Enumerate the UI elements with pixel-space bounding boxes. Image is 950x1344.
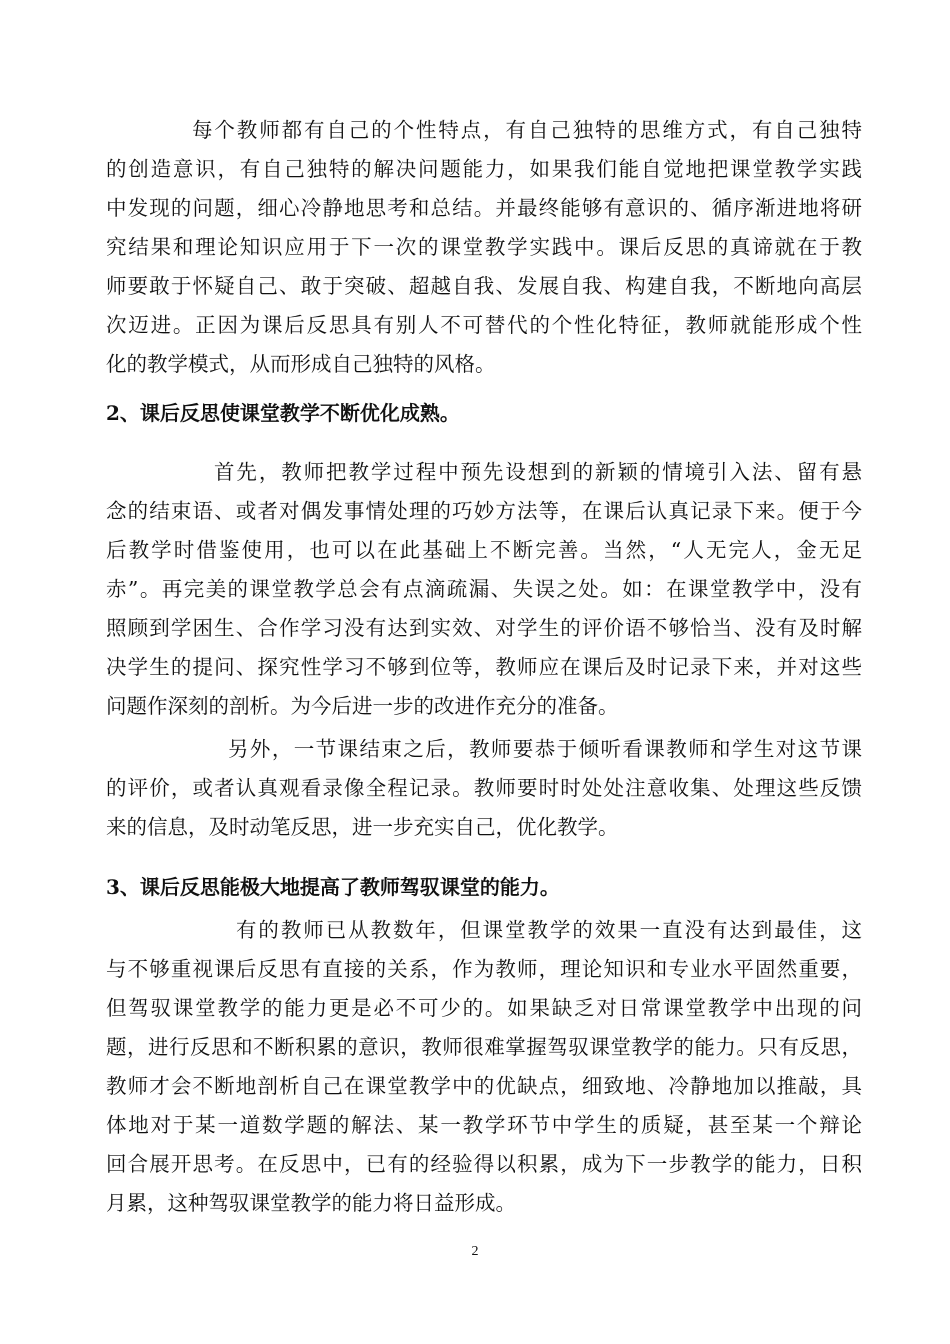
paragraph-line: 题，进行反思和不断积累的意识，教师很难掌握驾驭课堂教学的能力。只有反思， <box>106 1035 862 1059</box>
paragraph-line: 念的结束语、或者对偶发事情处理的巧妙方法等，在课后认真记录下来。便于今 <box>106 499 862 523</box>
paragraph-line: 首先，教师把教学过程中预先设想到的新颖的情境引入法、留有悬 <box>214 460 862 484</box>
paragraph-line: 体地对于某一道数学题的解法、某一教学环节中学生的质疑，甚至某一个辩论 <box>106 1113 862 1137</box>
paragraph-line: 另外，一节课结束之后，教师要恭于倾听看课教师和学生对这节课 <box>228 737 862 761</box>
paragraph-line: 有的教师已从教数年，但课堂教学的效果一直没有达到最佳，这 <box>236 918 862 942</box>
paragraph-line: 次迈进。正因为课后反思具有别人不可替代的个性化特征，教师就能形成个性 <box>106 313 862 337</box>
paragraph-line: 赤”。再完美的课堂教学总会有点滴疏漏、失误之处。如：在课堂教学中，没有 <box>106 577 862 601</box>
paragraph-line: 后教学时借鉴使用，也可以在此基础上不断完善。当然，“人无完人，金无足 <box>106 538 862 562</box>
paragraph-first <box>106 453 862 726</box>
paragraph-line: 究结果和理论知识应用于下一次的课堂教学实践中。课后反思的真谛就在于教 <box>106 235 862 259</box>
section-heading-2: 2、课后反思使课堂教学不断优化成熟。 <box>106 401 460 425</box>
paragraph-line: 但驾驭课堂教学的能力更是必不可少的。如果缺乏对日常课堂教学中出现的问 <box>106 996 862 1020</box>
page-number: 2 <box>471 1244 479 1259</box>
paragraph-line: 照顾到学困生、合作学习没有达到实效、对学生的评价语不够恰当、没有及时解 <box>106 616 862 640</box>
paragraph-line: 的创造意识，有自己独特的解决问题能力，如果我们能自觉地把课堂教学实践 <box>106 157 862 181</box>
paragraph-line: 的评价，或者认真观看录像全程记录。教师要时时处处注意收集、处理这些反馈 <box>106 776 862 800</box>
paragraph-line: 来的信息，及时动笔反思，进一步充实自己，优化教学。 <box>106 815 619 839</box>
paragraph-line: 决学生的提问、探究性学习不够到位等，教师应在课后及时记录下来，并对这些 <box>106 655 862 679</box>
paragraph-line: 教师才会不断地剖析自己在课堂教学中的优缺点，细致地、冷静地加以推敲，具 <box>106 1074 862 1098</box>
paragraph-line: 师要敢于怀疑自己、敢于突破、超越自我、发展自我、构建自我，不断地向高层 <box>106 274 862 298</box>
paragraph-individuality <box>106 111 862 384</box>
paragraph-line: 回合展开思考。在反思中，已有的经验得以积累，成为下一步教学的能力，日积 <box>106 1152 862 1176</box>
paragraph-line: 问题作深刻的剖析。为今后进一步的改进作充分的准备。 <box>106 694 619 718</box>
paragraph-line: 与不够重视课后反思有直接的关系，作为教师，理论知识和专业水平固然重要， <box>106 957 862 981</box>
paragraph-classroom-control <box>106 911 862 1223</box>
paragraph-line: 月累，这种驾驭课堂教学的能力将日益形成。 <box>106 1191 516 1215</box>
paragraph-line: 中发现的问题，细心冷静地思考和总结。并最终能够有意识的、循序渐进地将研 <box>106 196 862 220</box>
paragraph-besides <box>106 730 862 847</box>
paragraph-line: 每个教师都有自己的个性特点，有自己独特的思维方式，有自己独特 <box>192 118 862 142</box>
section-heading-3: 3、课后反思能极大地提高了教师驾驭课堂的能力。 <box>106 875 560 899</box>
paragraph-line: 化的教学模式，从而形成自己独特的风格。 <box>106 352 496 376</box>
